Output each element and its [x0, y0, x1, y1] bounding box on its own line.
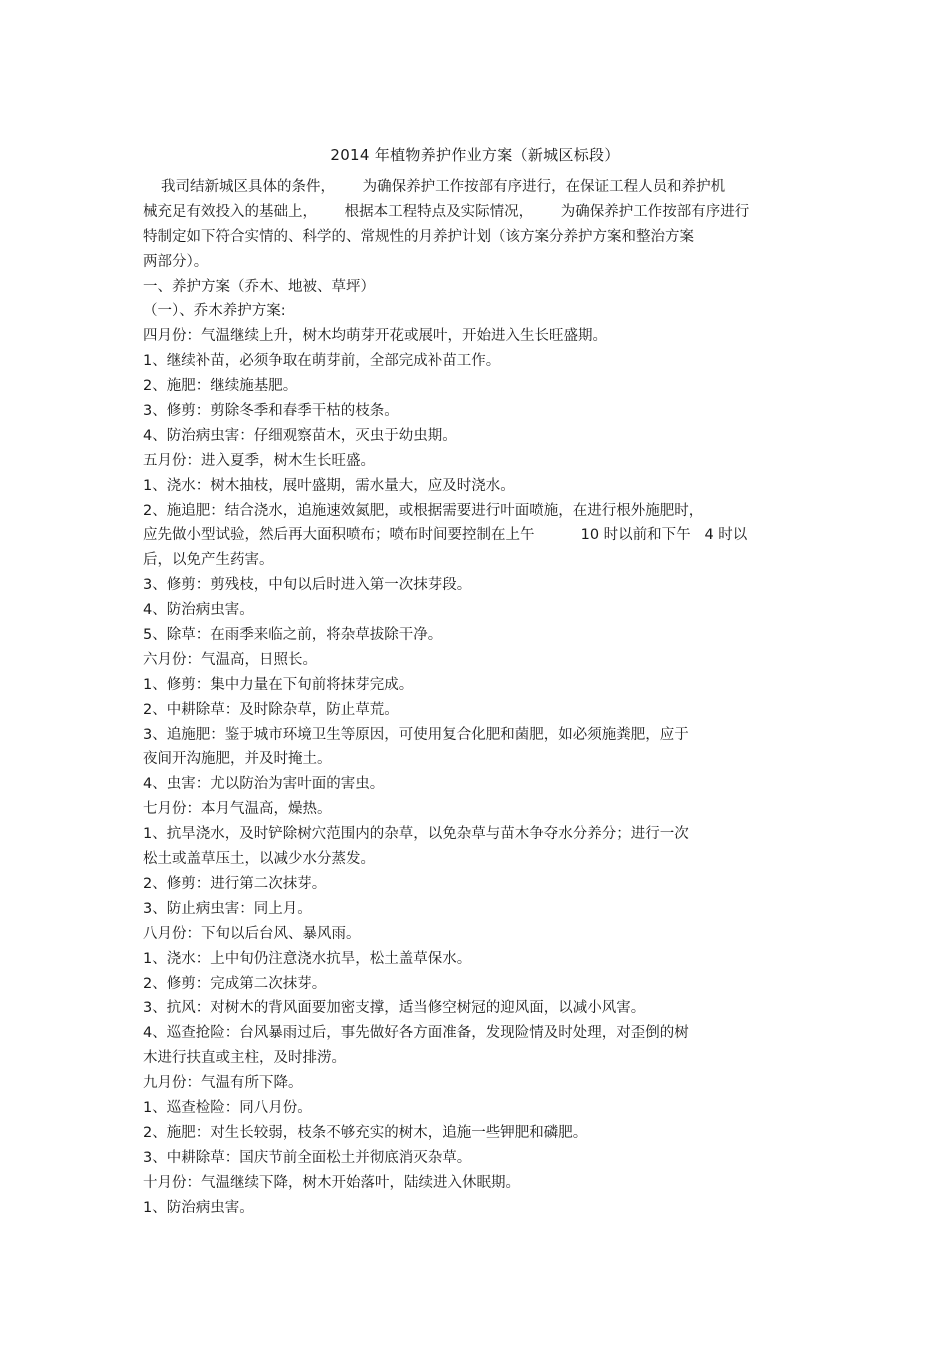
- text-line: 1、继续补苗，必须争取在萌芽前，全部完成补苗工作。: [143, 353, 501, 370]
- text-line: （一）、乔木养护方案:: [143, 303, 286, 320]
- text-line: 七月份：本月气温高，燥热。: [143, 801, 332, 818]
- text-line: 1、防治病虫害。: [143, 1199, 254, 1216]
- text-line: 八月份：下旬以后台风、暴风雨。: [143, 925, 361, 942]
- text-line: 2、修剪：完成第二次抹芽。: [143, 975, 327, 992]
- text-line: 3、中耕除草：国庆节前全面松土并彻底消灭杂草。: [143, 1149, 472, 1166]
- text-line: 4、防治病虫害：仔细观察苗木，灭虫于幼虫期。: [143, 427, 457, 444]
- text-line: 特制定如下符合实情的、科学的、常规性的月养护计划（该方案分养护方案和整治方案: [143, 228, 694, 245]
- text-line: 3、修剪：剪除冬季和春季干枯的枝条。: [143, 403, 399, 420]
- text-line: 1、修剪：集中力量在下旬前将抹芽完成。: [143, 676, 414, 693]
- text-line: 1、抗旱浇水，及时铲除树穴范围内的杂草，以免杂草与苗木争夺水分养分；进行一次: [143, 826, 689, 843]
- text-line: 六月份：气温高，日照长。: [143, 651, 317, 668]
- text-line: 3、追施肥：鉴于城市环境卫生等原因，可使用复合化肥和菌肥，如必须施粪肥，应于: [143, 726, 689, 743]
- text-line: 3、防止病虫害：同上月。: [143, 900, 312, 917]
- text-line: 4、虫害：尤以防治为害叶面的害虫。: [143, 776, 385, 793]
- text-line: 十月份：气温继续下降，树木开始落叶，陆续进入休眠期。: [143, 1174, 520, 1191]
- text-line: 两部分）。: [143, 253, 209, 270]
- text-line: 5、除草：在雨季来临之前，将杂草拔除干净。: [143, 627, 443, 644]
- text-line: 一、养护方案（乔木、地被、草坪）: [143, 278, 375, 295]
- text-line: 2、施追肥：结合浇水，追施速效氮肥，或根据需要进行叶面喷施，在进行根外施肥时，: [143, 502, 704, 519]
- text-line: 1、浇水：上中旬仍注意浇水抗旱，松土盖草保水。: [143, 950, 472, 967]
- text-line: 1、巡查检险：同八月份。: [143, 1099, 312, 1116]
- text-line: 2、施肥：继续施基肥。: [143, 378, 298, 395]
- text-line: 2、中耕除草：及时除杂草，防止草荒。: [143, 701, 399, 718]
- text-line: 3、修剪：剪残枝，中旬以后时进入第一次抹芽段。: [143, 577, 472, 594]
- text-line: 后，以免产生药害。: [143, 552, 274, 569]
- document-body: [143, 175, 823, 1220]
- text-line: 九月份：气温有所下降。: [143, 1075, 303, 1092]
- text-line: 我司结新城区具体的条件， 为确保养护工作按部有序进行，在保证工程人员和养护机: [161, 179, 726, 195]
- text-line: 夜间开沟施肥，并及时掩土。: [143, 751, 332, 768]
- text-line: 2、修剪：进行第二次抹芽。: [143, 875, 327, 892]
- text-line: 1、浇水：树木抽枝，展叶盛期，需水量大，应及时浇水。: [143, 477, 515, 494]
- text-line: 3、抗风：对树木的背风面要加密支撑，适当修空树冠的迎风面，以减小风害。: [143, 1000, 646, 1017]
- text-line: 松土或盖草压土，以减少水分蒸发。: [143, 851, 375, 868]
- text-line: 械充足有效投入的基础上， 根据本工程特点及实际情况， 为确保养护工作按部有序进行: [143, 203, 750, 220]
- document-title: 2014 年植物养护作业方案（新城区标段）: [330, 146, 620, 164]
- text-line: 4、巡查抢险：台风暴雨过后，事先做好各方面准备，发现险情及时处理，对歪倒的树: [143, 1025, 689, 1042]
- text-line: 木进行扶直或主柱，及时排涝。: [143, 1050, 346, 1067]
- text-line: 五月份：进入夏季，树木生长旺盛。: [143, 452, 375, 469]
- text-line: 应先做小型试验，然后再大面积喷布；喷布时间要控制在上午 10 时以前和下午 4 时以: [143, 527, 748, 544]
- text-line: 四月份：气温继续上升，树木均萌芽开花或展叶，开始进入生长旺盛期。: [143, 328, 607, 345]
- text-line: 4、防治病虫害。: [143, 602, 254, 619]
- text-line: 2、施肥：对生长较弱，枝条不够充实的树木，追施一些钾肥和磷肥。: [143, 1124, 588, 1141]
